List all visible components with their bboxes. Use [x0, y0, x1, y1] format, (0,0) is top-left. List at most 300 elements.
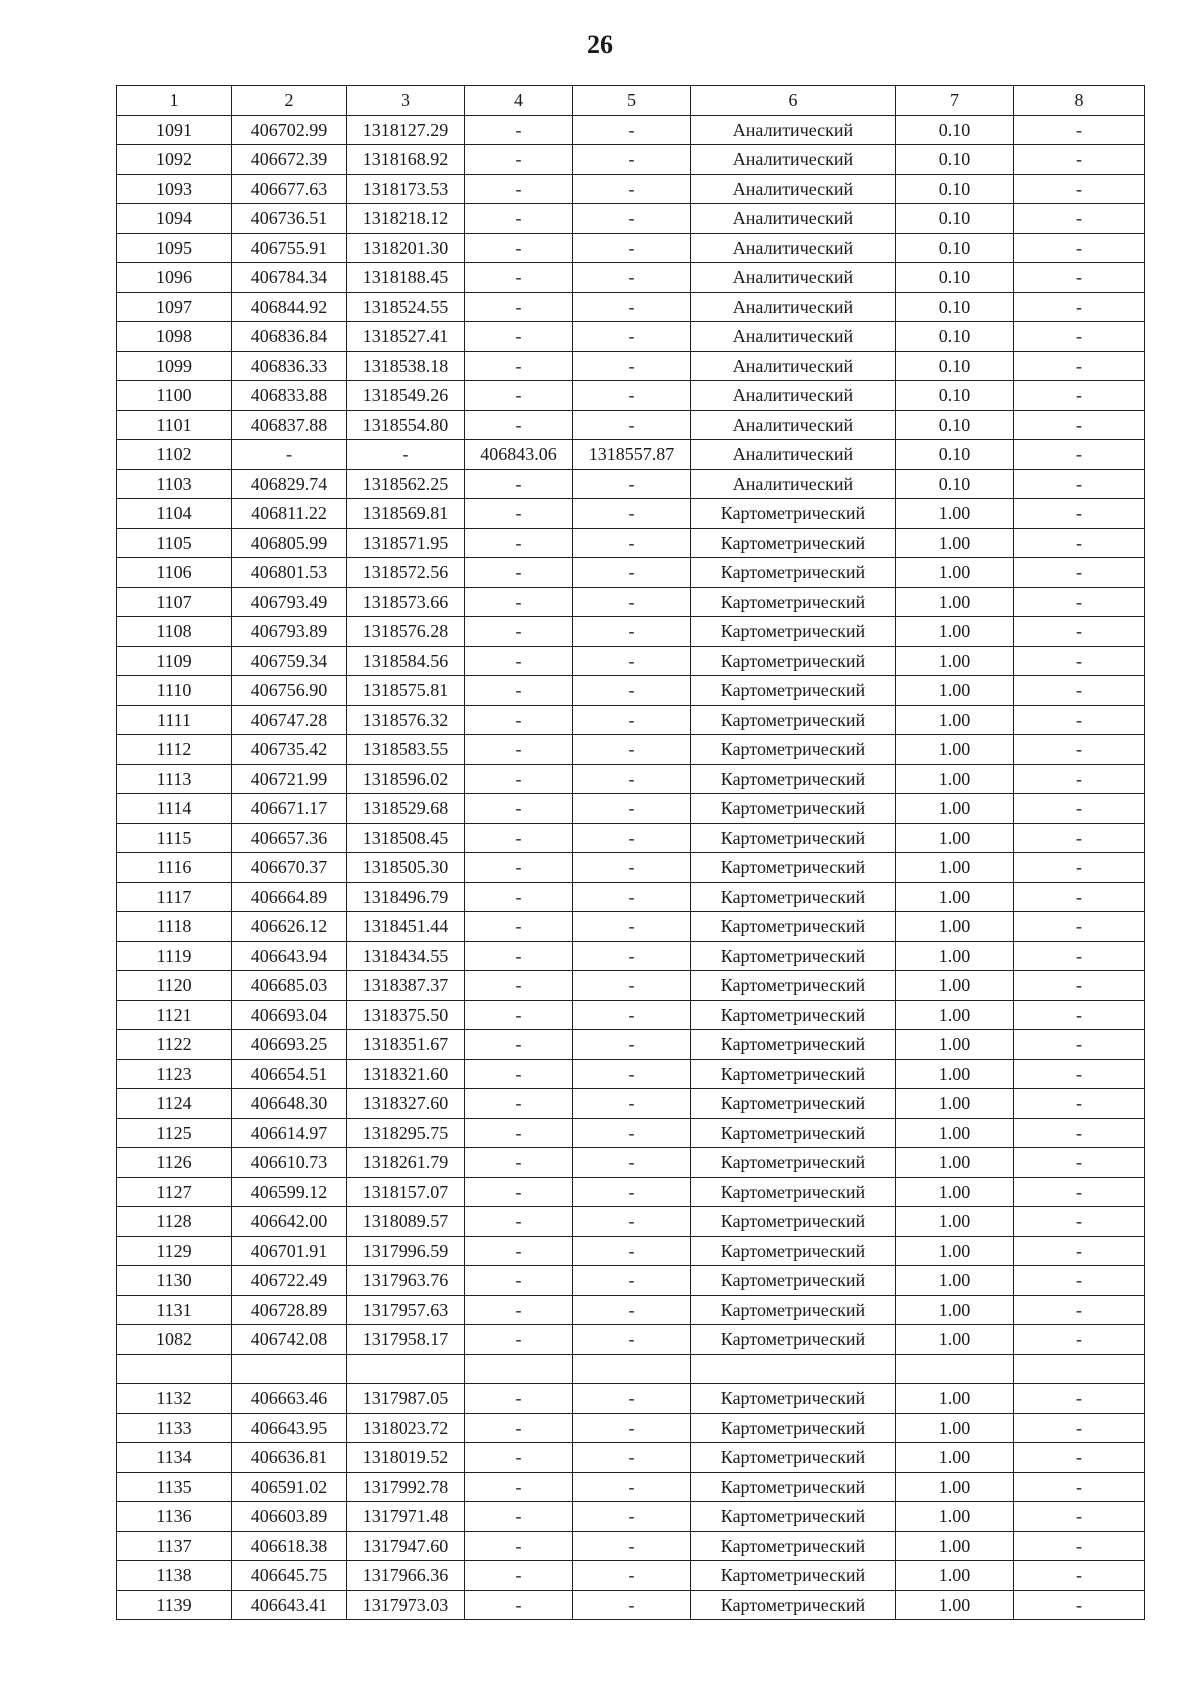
table-cell: 1317996.59: [347, 1236, 465, 1266]
table-cell: -: [1014, 764, 1145, 794]
table-cell: 1317987.05: [347, 1384, 465, 1414]
table-cell: [573, 1354, 691, 1384]
table-cell: 406654.51: [232, 1059, 347, 1089]
table-cell: 0.10: [896, 292, 1014, 322]
table-cell: 1095: [117, 233, 232, 263]
table-cell: 1318576.32: [347, 705, 465, 735]
table-cell: 406664.89: [232, 882, 347, 912]
table-row: [117, 440, 1145, 470]
table-row: [117, 705, 1145, 735]
table-cell: -: [1014, 1177, 1145, 1207]
table-cell: -: [573, 941, 691, 971]
table-cell: -: [1014, 322, 1145, 352]
table-cell: -: [573, 469, 691, 499]
table-cell: 1318572.56: [347, 558, 465, 588]
table-cell: 1318127.29: [347, 115, 465, 145]
table-cell: -: [1014, 1236, 1145, 1266]
table-cell: Аналитический: [691, 322, 896, 352]
table-cell: [465, 1354, 573, 1384]
table-cell: 1134: [117, 1443, 232, 1473]
table-cell: Картометрический: [691, 646, 896, 676]
table-cell: -: [573, 145, 691, 175]
table-cell: Картометрический: [691, 558, 896, 588]
table-row: [117, 676, 1145, 706]
table-cell: -: [1014, 1502, 1145, 1532]
table-cell: Картометрический: [691, 617, 896, 647]
column-header: 4: [465, 86, 573, 116]
table-cell: -: [1014, 1000, 1145, 1030]
table-row: [117, 204, 1145, 234]
table-cell: 1.00: [896, 1384, 1014, 1414]
table-row: [117, 912, 1145, 942]
table-cell: 0.10: [896, 115, 1014, 145]
table-cell: 1.00: [896, 794, 1014, 824]
table-cell: -: [573, 971, 691, 1001]
table-cell: 1127: [117, 1177, 232, 1207]
table-cell: -: [573, 115, 691, 145]
table-cell: -: [573, 705, 691, 735]
table-cell: 406811.22: [232, 499, 347, 529]
table-cell: Аналитический: [691, 351, 896, 381]
table-cell: 1099: [117, 351, 232, 381]
table-cell: -: [1014, 794, 1145, 824]
table-cell: 1.00: [896, 1236, 1014, 1266]
table-cell: Картометрический: [691, 971, 896, 1001]
table-cell: -: [465, 263, 573, 293]
table-cell: 1112: [117, 735, 232, 765]
table-cell: 406843.06: [465, 440, 573, 470]
table-cell: -: [465, 823, 573, 853]
table-cell: 0.10: [896, 174, 1014, 204]
column-header: 3: [347, 86, 465, 116]
table-row: [117, 233, 1145, 263]
table-cell: 406728.89: [232, 1295, 347, 1325]
table-cell: -: [573, 1177, 691, 1207]
table-cell: 1119: [117, 941, 232, 971]
table-cell: 406643.94: [232, 941, 347, 971]
table-cell: 1318351.67: [347, 1030, 465, 1060]
table-cell: -: [465, 292, 573, 322]
table-cell: 406645.75: [232, 1561, 347, 1591]
table-cell: -: [465, 1384, 573, 1414]
table-cell: -: [465, 499, 573, 529]
table-cell: Аналитический: [691, 292, 896, 322]
table-cell: Аналитический: [691, 263, 896, 293]
table-cell: 406736.51: [232, 204, 347, 234]
table-cell: 1097: [117, 292, 232, 322]
table-cell: 1317947.60: [347, 1531, 465, 1561]
column-header: 2: [232, 86, 347, 116]
table-cell: Аналитический: [691, 233, 896, 263]
table-cell: -: [465, 646, 573, 676]
table-cell: 1091: [117, 115, 232, 145]
table-cell: -: [465, 351, 573, 381]
table-row: [117, 1148, 1145, 1178]
table-cell: Картометрический: [691, 1561, 896, 1591]
table-cell: 1138: [117, 1561, 232, 1591]
table-row: [117, 469, 1145, 499]
table-cell: 1318451.44: [347, 912, 465, 942]
table-cell: -: [1014, 174, 1145, 204]
table-cell: -: [465, 1030, 573, 1060]
table-cell: -: [573, 322, 691, 352]
table-cell: -: [465, 528, 573, 558]
table-cell: 1318218.12: [347, 204, 465, 234]
table-cell: 1.00: [896, 823, 1014, 853]
table-cell: -: [1014, 1030, 1145, 1060]
table-cell: 406670.37: [232, 853, 347, 883]
table-cell: 1.00: [896, 528, 1014, 558]
table-cell: -: [573, 1295, 691, 1325]
table-cell: -: [465, 1236, 573, 1266]
table-cell: 1116: [117, 853, 232, 883]
table-cell: 1117: [117, 882, 232, 912]
table-cell: 0.10: [896, 351, 1014, 381]
table-cell: 1318554.80: [347, 410, 465, 440]
table-cell: 1.00: [896, 882, 1014, 912]
table-row: [117, 322, 1145, 352]
table-cell: 1.00: [896, 1443, 1014, 1473]
table-cell: Картометрический: [691, 587, 896, 617]
table-cell: 1.00: [896, 1561, 1014, 1591]
table-cell: -: [232, 440, 347, 470]
table-cell: 1114: [117, 794, 232, 824]
table-cell: -: [573, 1531, 691, 1561]
table-cell: 406657.36: [232, 823, 347, 853]
table-cell: -: [573, 1118, 691, 1148]
table-cell: 1122: [117, 1030, 232, 1060]
table-cell: -: [1014, 971, 1145, 1001]
table-cell: -: [573, 1561, 691, 1591]
table-cell: -: [573, 853, 691, 883]
table-cell: 1125: [117, 1118, 232, 1148]
table-cell: 1139: [117, 1590, 232, 1620]
table-cell: 1101: [117, 410, 232, 440]
table-cell: 406836.33: [232, 351, 347, 381]
table-cell: -: [465, 1590, 573, 1620]
table-cell: [691, 1354, 896, 1384]
table-cell: 1104: [117, 499, 232, 529]
table-cell: -: [1014, 882, 1145, 912]
table-cell: -: [573, 263, 691, 293]
table-cell: Картометрический: [691, 499, 896, 529]
table-row: [117, 1502, 1145, 1532]
table-cell: 0.10: [896, 204, 1014, 234]
table-cell: 1.00: [896, 735, 1014, 765]
table-row: [117, 617, 1145, 647]
table-cell: 1318188.45: [347, 263, 465, 293]
table-cell: -: [465, 1148, 573, 1178]
table-row: [117, 1413, 1145, 1443]
table-cell: 406603.89: [232, 1502, 347, 1532]
table-cell: -: [465, 233, 573, 263]
table-row: [117, 499, 1145, 529]
table-cell: -: [1014, 204, 1145, 234]
table-cell: 1318387.37: [347, 971, 465, 1001]
table-cell: -: [465, 204, 573, 234]
table-cell: 1.00: [896, 646, 1014, 676]
table-row: [117, 764, 1145, 794]
table-cell: 0.10: [896, 381, 1014, 411]
table-cell: -: [1014, 1443, 1145, 1473]
table-cell: 1318549.26: [347, 381, 465, 411]
table-cell: -: [1014, 410, 1145, 440]
table-cell: Картометрический: [691, 1148, 896, 1178]
table-cell: 406677.63: [232, 174, 347, 204]
table-cell: -: [1014, 735, 1145, 765]
table-cell: Картометрический: [691, 1089, 896, 1119]
table-cell: 1107: [117, 587, 232, 617]
table-cell: 406793.49: [232, 587, 347, 617]
table-cell: -: [465, 1443, 573, 1473]
table-cell: -: [465, 1472, 573, 1502]
table-cell: -: [465, 705, 573, 735]
table-cell: 1128: [117, 1207, 232, 1237]
table-cell: 406693.04: [232, 1000, 347, 1030]
table-cell: -: [465, 735, 573, 765]
table-cell: 1120: [117, 971, 232, 1001]
table-cell: -: [1014, 941, 1145, 971]
table-cell: 0.10: [896, 145, 1014, 175]
table-row: [117, 1000, 1145, 1030]
table-cell: 1318557.87: [573, 440, 691, 470]
table-cell: -: [573, 676, 691, 706]
table-cell: -: [465, 1413, 573, 1443]
table-cell: -: [465, 1266, 573, 1296]
table-cell: 406742.08: [232, 1325, 347, 1355]
table-cell: 1.00: [896, 764, 1014, 794]
table-cell: 406618.38: [232, 1531, 347, 1561]
table-cell: 406829.74: [232, 469, 347, 499]
table-row: [117, 941, 1145, 971]
table-cell: -: [1014, 292, 1145, 322]
table-cell: Аналитический: [691, 204, 896, 234]
table-cell: 406591.02: [232, 1472, 347, 1502]
table-cell: 1108: [117, 617, 232, 647]
table-cell: -: [1014, 1413, 1145, 1443]
table-cell: -: [1014, 528, 1145, 558]
table-cell: 1318529.68: [347, 794, 465, 824]
table-cell: -: [573, 1590, 691, 1620]
table-cell: 1318505.30: [347, 853, 465, 883]
table-cell: 1318089.57: [347, 1207, 465, 1237]
table-cell: 1317971.48: [347, 1502, 465, 1532]
table-cell: 1.00: [896, 1207, 1014, 1237]
table-cell: [347, 1354, 465, 1384]
table-cell: -: [1014, 1148, 1145, 1178]
table-cell: 1.00: [896, 587, 1014, 617]
table-cell: -: [573, 1325, 691, 1355]
column-header: 6: [691, 86, 896, 116]
table-cell: -: [465, 174, 573, 204]
table-cell: 406693.25: [232, 1030, 347, 1060]
table-cell: -: [465, 617, 573, 647]
table-cell: Картометрический: [691, 941, 896, 971]
table-row: [117, 381, 1145, 411]
table-cell: Картометрический: [691, 1207, 896, 1237]
table-row: [117, 1207, 1145, 1237]
table-row: [117, 410, 1145, 440]
table-cell: 406844.92: [232, 292, 347, 322]
table-cell: -: [1014, 1118, 1145, 1148]
table-cell: -: [1014, 233, 1145, 263]
table-cell: 1111: [117, 705, 232, 735]
table-cell: 1.00: [896, 1295, 1014, 1325]
table-cell: -: [465, 1000, 573, 1030]
table-row: [117, 351, 1145, 381]
table-cell: -: [573, 1207, 691, 1237]
table-cell: -: [465, 1059, 573, 1089]
table-row: [117, 587, 1145, 617]
table-cell: 1317957.63: [347, 1295, 465, 1325]
table-cell: -: [573, 882, 691, 912]
table-cell: -: [573, 823, 691, 853]
table-cell: Картометрический: [691, 1059, 896, 1089]
table-row: [117, 558, 1145, 588]
table-cell: 406671.17: [232, 794, 347, 824]
table-row: [117, 1177, 1145, 1207]
table-cell: 1129: [117, 1236, 232, 1266]
table-cell: Картометрический: [691, 705, 896, 735]
table-cell: [896, 1354, 1014, 1384]
table-cell: Аналитический: [691, 440, 896, 470]
table-cell: -: [1014, 1590, 1145, 1620]
table-cell: 1130: [117, 1266, 232, 1296]
table-cell: -: [573, 1236, 691, 1266]
table-cell: 1318596.02: [347, 764, 465, 794]
table-cell: 1131: [117, 1295, 232, 1325]
table-cell: 406755.91: [232, 233, 347, 263]
table-cell: -: [465, 1207, 573, 1237]
table-row: [117, 646, 1145, 676]
table-cell: -: [1014, 1089, 1145, 1119]
table-cell: Картометрический: [691, 794, 896, 824]
table-cell: -: [465, 764, 573, 794]
table-cell: 1318576.28: [347, 617, 465, 647]
column-header: 1: [117, 86, 232, 116]
table-cell: -: [573, 735, 691, 765]
table-row: [117, 1089, 1145, 1119]
table-row: [117, 1443, 1145, 1473]
table-cell: 1318375.50: [347, 1000, 465, 1030]
table-cell: -: [1014, 1059, 1145, 1089]
table-row: [117, 1325, 1145, 1355]
table-cell: -: [573, 587, 691, 617]
table-row: [117, 292, 1145, 322]
table-cell: 1110: [117, 676, 232, 706]
table-cell: 1118: [117, 912, 232, 942]
table-cell: -: [573, 1148, 691, 1178]
table-cell: -: [573, 912, 691, 942]
table-cell: [117, 1354, 232, 1384]
table-cell: 1318569.81: [347, 499, 465, 529]
table-cell: 406643.95: [232, 1413, 347, 1443]
table-cell: Картометрический: [691, 1000, 896, 1030]
table-cell: 1.00: [896, 1148, 1014, 1178]
table-cell: Картометрический: [691, 1118, 896, 1148]
table-body: [117, 115, 1145, 1620]
table-cell: -: [465, 558, 573, 588]
table-row: [117, 823, 1145, 853]
table-row: [117, 115, 1145, 145]
table-cell: -: [1014, 381, 1145, 411]
table-row: [117, 145, 1145, 175]
table-row: [117, 794, 1145, 824]
table-cell: Аналитический: [691, 469, 896, 499]
table-cell: 1.00: [896, 676, 1014, 706]
table-cell: 1.00: [896, 1059, 1014, 1089]
table-cell: -: [573, 1443, 691, 1473]
table-cell: 406836.84: [232, 322, 347, 352]
table-cell: -: [1014, 1472, 1145, 1502]
table-cell: -: [1014, 558, 1145, 588]
table-cell: 1318508.45: [347, 823, 465, 853]
table-cell: Картометрический: [691, 1502, 896, 1532]
table-cell: 1102: [117, 440, 232, 470]
table-cell: 1105: [117, 528, 232, 558]
table-cell: -: [465, 912, 573, 942]
column-header: 5: [573, 86, 691, 116]
table-cell: -: [1014, 587, 1145, 617]
table-cell: -: [1014, 440, 1145, 470]
table-cell: 1318327.60: [347, 1089, 465, 1119]
table-cell: -: [573, 1266, 691, 1296]
table-cell: Картометрический: [691, 1177, 896, 1207]
table-cell: 1317992.78: [347, 1472, 465, 1502]
table-cell: 0.10: [896, 410, 1014, 440]
table-cell: 1318538.18: [347, 351, 465, 381]
table-cell: Картометрический: [691, 823, 896, 853]
table-cell: -: [1014, 145, 1145, 175]
table-cell: 1.00: [896, 1531, 1014, 1561]
table-cell: 1317973.03: [347, 1590, 465, 1620]
table-cell: 1.00: [896, 853, 1014, 883]
table-cell: 1.00: [896, 1590, 1014, 1620]
table-cell: 406636.81: [232, 1443, 347, 1473]
table-cell: -: [1014, 1384, 1145, 1414]
table-cell: -: [1014, 263, 1145, 293]
table-row: [117, 1531, 1145, 1561]
table-cell: 1.00: [896, 1177, 1014, 1207]
table-cell: 1.00: [896, 1413, 1014, 1443]
table-cell: -: [1014, 351, 1145, 381]
table-cell: 1318321.60: [347, 1059, 465, 1089]
table-cell: 1132: [117, 1384, 232, 1414]
table-row: [117, 263, 1145, 293]
table-cell: Картометрический: [691, 676, 896, 706]
table-cell: -: [573, 1000, 691, 1030]
table-cell: 0.10: [896, 440, 1014, 470]
table-cell: 1.00: [896, 1089, 1014, 1119]
table-cell: 406643.41: [232, 1590, 347, 1620]
table-cell: 1121: [117, 1000, 232, 1030]
column-header: 8: [1014, 86, 1145, 116]
table-cell: Картометрический: [691, 1472, 896, 1502]
table-cell: 406702.99: [232, 115, 347, 145]
table-cell: Картометрический: [691, 528, 896, 558]
table-cell: -: [465, 1531, 573, 1561]
table-cell: 1318584.56: [347, 646, 465, 676]
table-row: [117, 1354, 1145, 1384]
table-cell: 1113: [117, 764, 232, 794]
table-header-row: [117, 86, 1145, 116]
table-cell: Аналитический: [691, 115, 896, 145]
table-cell: -: [465, 794, 573, 824]
table-cell: Картометрический: [691, 912, 896, 942]
table-cell: -: [573, 204, 691, 234]
table-cell: 406614.97: [232, 1118, 347, 1148]
table-cell: 1100: [117, 381, 232, 411]
